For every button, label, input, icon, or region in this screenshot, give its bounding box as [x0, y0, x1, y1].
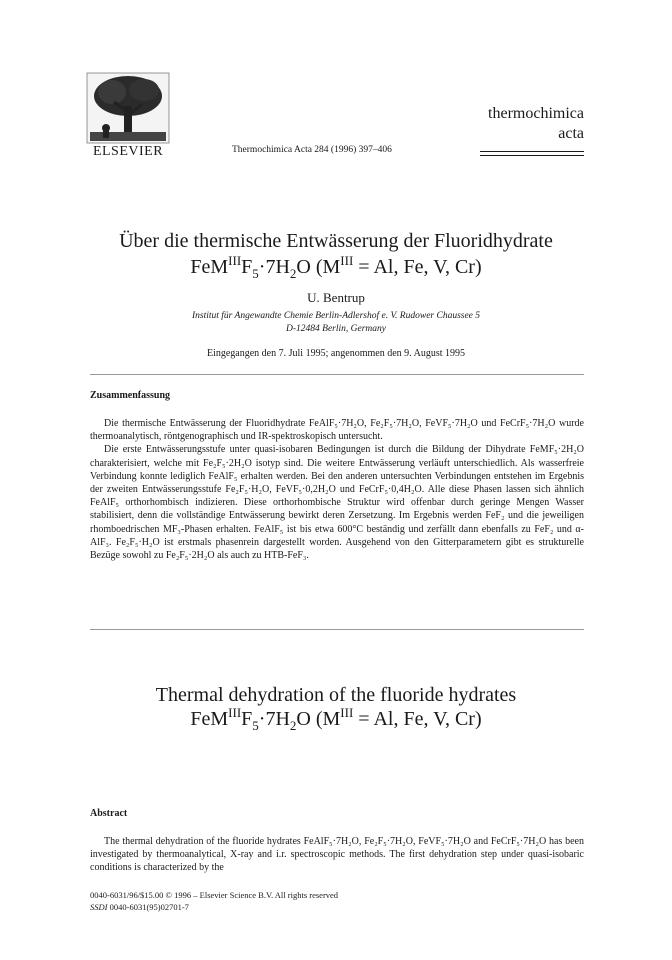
title-german-formula: $FeM^{III}F_5\cdot 7H_2O$ ($M^{III} = Al$, Fe, V, Cr): [190, 253, 482, 281]
journal-name-line2: acta: [558, 125, 584, 142]
title-english: [0, 683, 672, 731]
elsevier-tree-icon: [86, 72, 170, 144]
publisher-logo: [78, 72, 178, 160]
divider: [90, 629, 584, 630]
journal-citation: Thermochimica Acta 284 (1996) 397–406: [232, 145, 392, 155]
divider: [90, 374, 584, 375]
zusammenfassung-body: [90, 417, 584, 562]
journal-rule: [480, 151, 584, 156]
journal-name-line1: thermochimica: [488, 105, 584, 122]
zusammenfassung-heading: Zusammenfassung: [90, 390, 171, 401]
received-dates: Eingegangen den 7. Juli 1995; angenommen den 9. August 1995: [206, 348, 466, 359]
zusammenfassung-paragraph-2: Die erste Entwässerungsstufe unter quasi-isobaren Bedingungen ist durch die Bildung der Dihydrate FeMF₅·2H₂O charakterisiert, welche mit Fe₂F₅·2H₂O isotyp sind. Die weitere Entwässerung verläuft unterschiedlich. Als wasserfreie Verbindung konnte lediglich FeAlF₅ erhalten werden. Bei den anderen untersuchten Verbindungen entstehen im Ergebnis der zweiten Entwässerungsstufe Fe₂F₅·H₂O, FeVF₅·0,2H₂O und FeCrF₅·0,4H₂O. Alle diese Phasen lassen sich ähnlich FeAlF₅ orthorhombisch indizieren. Diese orthorhombische Struktur wird offenbar durch geringe Mengen Wasser stabilisiert, denn die vollständige Entwässerung bewirkt deren Zersetzung. Im Ergebnis werden FeF₂ und die jeweiligen rhomboedrischen MF₃-Phasen erhalten. FeAlF₅ ist bis etwa 600°C beständig und zerfällt dann ebenfalls zu FeF₂ und α-AlF₃. Fe₂F₅·H₂O ist erstmals phasenrein dargestellt worden. Ausgehend von den Gitterparametern gibt es strukturelle Bezüge sowohl zu Fe₂F₅·2H₂O als auch zu HTB-FeF₃.: [90, 444, 584, 562]
ssdi-value: 0040-6031(95)02701-7: [107, 902, 189, 912]
copyright-footer: [90, 889, 338, 913]
abstract-paragraph-1: The thermal dehydration of the fluoride hydrates FeAlF₅·7H₂O, Fe₂F₅·7H₂O, FeVF₅·7H₂O and FeCrF₅·7H₂O has been investigated by thermoanalytical, X-ray and i.r. spectroscopic methods. The first dehydration step under quasi-isobaric conditions is characterized by the: [90, 836, 584, 874]
title-english-formula: $FeM^{III}F_5\cdot 7H_2O$ ($M^{III} = Al$, Fe, V, Cr): [190, 705, 482, 733]
publisher-name: ELSEVIER: [92, 144, 164, 159]
ssdi-line: [90, 901, 338, 913]
affiliation-line1: Institut für Angewandte Chemie Berlin-Adlershof e. V. Rudower Chaussee 5: [191, 311, 481, 321]
abstract-body: [90, 835, 584, 875]
journal-name: [488, 104, 584, 144]
copyright-line: 0040-6031/96/$15.00 © 1996 – Elsevier Science B.V. All rights reserved: [90, 890, 339, 900]
affiliation-line2: D-12484 Berlin, Germany: [286, 324, 386, 334]
title-german: [0, 228, 672, 280]
title-english-line1: Thermal dehydration of the fluoride hydrates: [155, 684, 517, 706]
title-german-line1: Über die thermische Entwässerung der Fluoridhydrate: [119, 230, 553, 252]
zusammenfassung-paragraph-1: Die thermische Entwässerung der Fluoridhydrate FeAlF₅·7H₂O, Fe₂F₅·7H₂O, FeVF₅·7H₂O und FeCrF₅·7H₂O wurde thermoanalytisch, röntgenographisch und IR-spektroskopisch untersucht.: [90, 418, 584, 443]
author: U. Bentrup: [307, 290, 365, 305]
abstract-heading: Abstract: [90, 808, 128, 819]
affiliation: [0, 310, 672, 336]
ssdi-label: SSDI: [90, 902, 108, 912]
